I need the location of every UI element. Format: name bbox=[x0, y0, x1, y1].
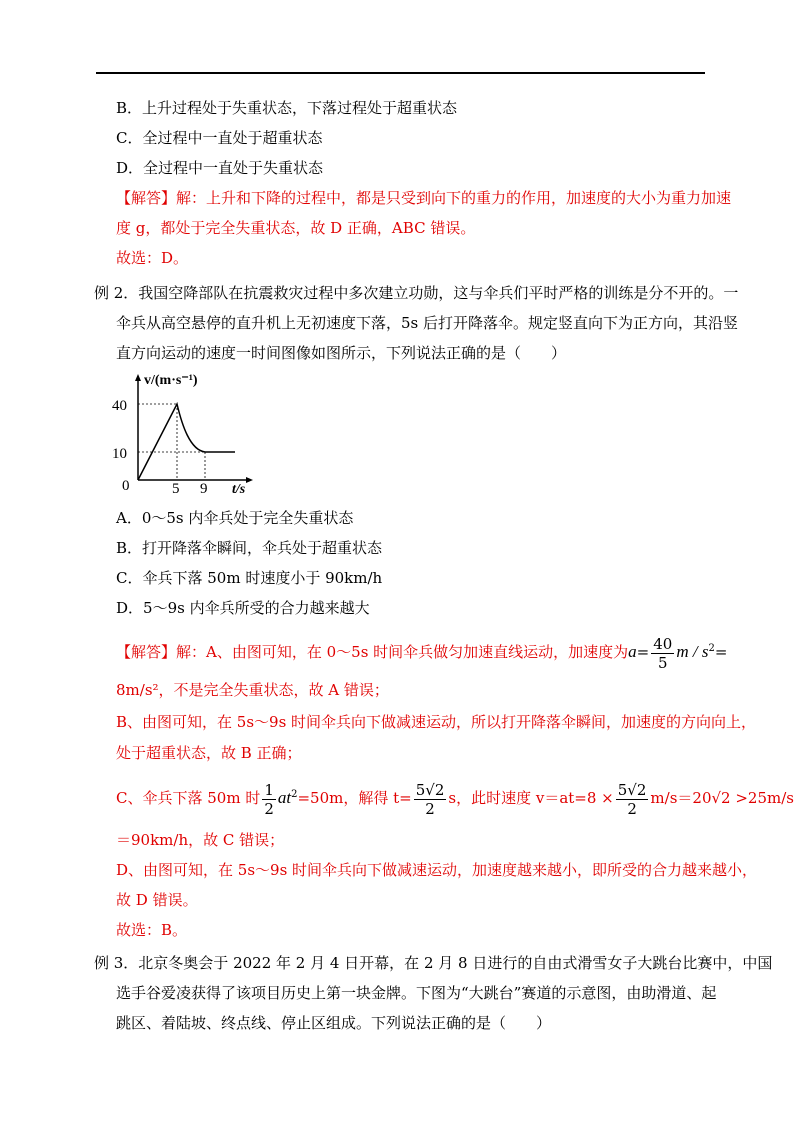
ex2-answer-a-line1: 【解答】解：A、由图可知，在 0～5s 时间伞兵做匀加速直线运动，加速度为a= $\frac{40}{5}$ $m / s^2=$ bbox=[116, 634, 728, 672]
header-rule bbox=[96, 72, 705, 74]
v-fraction bbox=[616, 781, 649, 818]
ex2-choice: 故选：B。 bbox=[116, 921, 188, 939]
xtick-9: 9 bbox=[200, 481, 208, 495]
formula-eq: = bbox=[636, 643, 650, 661]
ex2-stem-line2: 伞兵从高空悬停的直升机上无初速度下落，5s 后打开降落伞。规定竖直向下为正方向，其沿竖 bbox=[116, 314, 739, 332]
ex2-answer-d-line1: D、由图可知，在 5s～9s 时间伞兵向下做减速运动，加速度越来越小，即所受的合力越来越小， bbox=[116, 861, 758, 879]
prev-answer-line1 bbox=[116, 188, 731, 208]
answer-tag: 【解答】 bbox=[116, 643, 177, 661]
origin-label: 0 bbox=[122, 478, 130, 494]
at-term: at bbox=[277, 788, 292, 807]
prev-answer-line2: 度 g，都处于完全失重状态，故 D 正确，ABC 错误。 bbox=[116, 219, 476, 237]
ex2-option-c: C．伞兵下落 50m 时速度小于 90km/h bbox=[116, 569, 383, 587]
v-den: 2 bbox=[627, 799, 637, 818]
ex2-answer-d-line2: 故 D 错误。 bbox=[116, 891, 198, 909]
ex3-stem-line1: 例 3．北京冬奥会于 2022 年 2 月 4 日开幕，在 2 月 8 日进行的自由式滑雪女子大跳台比赛中，中国 bbox=[94, 954, 773, 972]
answer-c-mid: s，此时速度 v＝at=8 × bbox=[448, 789, 614, 807]
formula-a: a bbox=[628, 642, 637, 661]
half-den: 2 bbox=[264, 799, 274, 818]
v-num: 5√2 bbox=[617, 780, 647, 799]
ex2-option-d: D．5～9s 内伞兵所受的合力越来越大 bbox=[116, 599, 370, 617]
ex2-answer-c-line2: ＝90km/h，故 C 错误； bbox=[116, 831, 285, 849]
prev-option-c: C．全过程中一直处于超重状态 bbox=[116, 129, 323, 147]
formula-unit: m / s bbox=[676, 642, 709, 661]
vt-graph bbox=[110, 370, 260, 495]
t-fraction bbox=[414, 781, 447, 818]
answer-c-eq1: =50m，解得 t= bbox=[297, 789, 412, 807]
ex2-answer-c-line1: C、伞兵下落 50m 时 $\frac{1}{2}$ $at^2=50m$，解得 t= $\frac{5√2}{2}$ s，此时速度 v＝at=8 × $\frac{5√2}{2}$ m/s＝20√2 >25m/s bbox=[116, 780, 794, 818]
t-den: 2 bbox=[425, 799, 435, 818]
ex3-stem-line2: 选手谷爱凌获得了该项目历史上第一块金牌。下图为“大跳台”赛道的示意图，由助滑道、起 bbox=[116, 984, 717, 1002]
answer-tag: 【解答】 bbox=[116, 189, 177, 207]
x-axis-label: t/s bbox=[232, 482, 246, 495]
prev-option-d: D．全过程中一直处于失重状态 bbox=[116, 159, 324, 177]
prev-choice: 故选：D。 bbox=[116, 249, 189, 267]
ex2-answer-b-line2: 处于超重状态，故 B 正确； bbox=[116, 744, 302, 762]
fraction-numerator: 40 bbox=[653, 634, 673, 653]
half-num: 1 bbox=[264, 780, 274, 799]
ex3-stem-line3: 跳区、着陆坡、终点线、停止区组成。下列说法正确的是（ ） bbox=[116, 1014, 552, 1032]
ytick-10: 10 bbox=[112, 446, 127, 462]
formula-end: = bbox=[714, 643, 728, 661]
ex2-answer-b-line1: B、由图可知，在 5s～9s 时间伞兵向下做减速运动，所以打开降落伞瞬间，加速度的方向向上， bbox=[116, 713, 757, 731]
velocity-curve bbox=[138, 404, 235, 480]
ex2-stem-line1: 例 2．我国空降部队在抗震救灾过程中多次建立功勋，这与伞兵们平时严格的训练是分不开的。一 bbox=[94, 284, 739, 302]
formula-fraction bbox=[651, 635, 674, 672]
xtick-5: 5 bbox=[172, 481, 180, 495]
ex2-stem-line3: 直方向运动的速度一时间图像如图所示，下列说法正确的是（ ） bbox=[116, 344, 567, 362]
half-fraction bbox=[262, 781, 276, 818]
t-num: 5√2 bbox=[415, 780, 445, 799]
answer-c-end: m/s＝20√2 >25m/s bbox=[650, 789, 794, 807]
fraction-denominator: 5 bbox=[658, 653, 668, 672]
ex2-option-b: B．打开降落伞瞬间，伞兵处于超重状态 bbox=[116, 539, 383, 557]
prev-option-b: B．上升过程处于失重状态，下落过程处于超重状态 bbox=[116, 99, 458, 117]
answer-a-text: 解：A、由图可知，在 0～5s 时间伞兵做匀加速直线运动，加速度为 bbox=[176, 643, 629, 661]
ytick-40: 40 bbox=[112, 398, 127, 414]
ex2-option-a: A．0～5s 内伞兵处于完全失重状态 bbox=[116, 509, 354, 527]
x-axis-arrow bbox=[246, 477, 253, 483]
y-axis-label: v/(m·s⁻¹) bbox=[144, 373, 198, 388]
ex2-answer-a-line2: 8m/s²，不是完全失重状态，故 A 错误； bbox=[116, 681, 389, 699]
prev-answer-text: 解：上升和下降的过程中，都是只受到向下的重力的作用，加速度的大小为重力加速 bbox=[176, 189, 732, 207]
answer-c-pre: C、伞兵下落 50m 时 bbox=[116, 789, 261, 807]
y-axis-arrow bbox=[135, 374, 141, 381]
